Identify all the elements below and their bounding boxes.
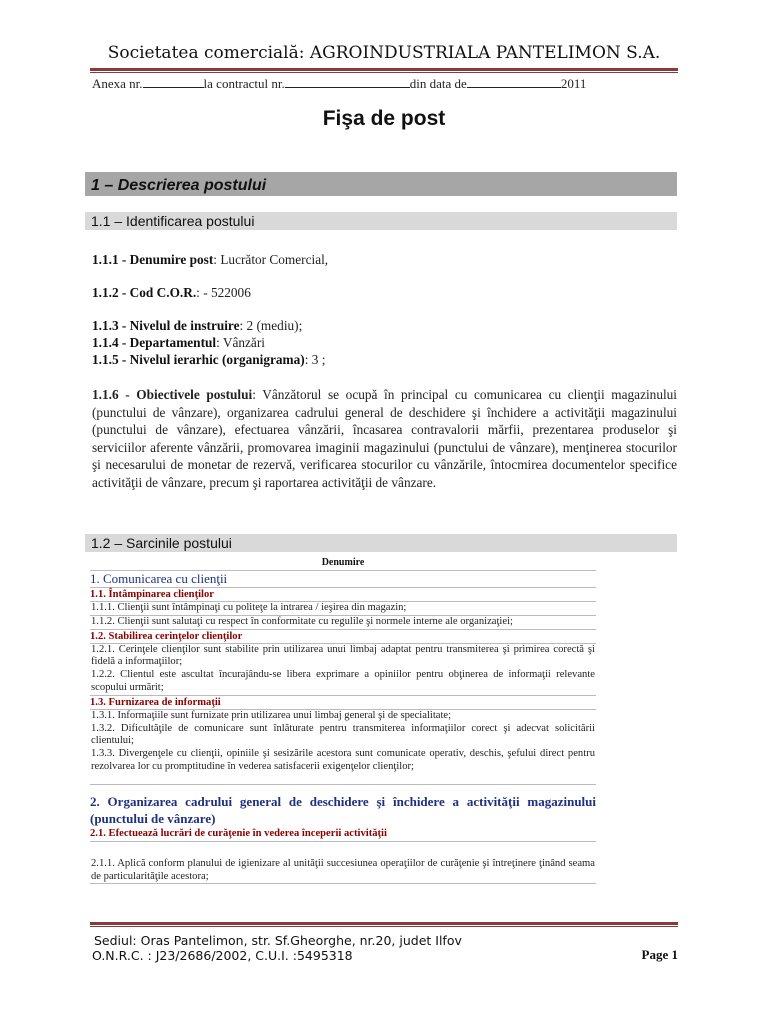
tasks-table [90, 556, 596, 884]
job-objectives: 1.1.6 - Obiectivele postului: Vânzătorul se ocupă în principal cu comunicarea cu clienţii magazinului (punctului de vânzare), organizarea cadrului general de deschidere şi închidere a activităţii magazinului (punctului de vânzare), efectuarea vânzării, încasarea contravalorii mărfii, prezentarea produselor şi serviciilor aferente vânzării, promovarea imaginii magazinului (punctului de vânzare), menţinerea stocurilor şi necesarului de monetar de rezervă, verificarea stocurilor cu vânzările, întocmirea documentelor specifice activităţii de vânzare, precum şi raportarea activităţii de vânzare. [92, 387, 678, 490]
field-education-level: 1.1.3 - Nivelul de instruire: 2 (mediu); [92, 318, 303, 333]
table-header: Denumire [90, 556, 596, 571]
task-item: 2.1.1. Aplică conform planului de igienizare al unităţii succesiunea operaţiilor de curăţenie şi întreţinere ţinând seama de particularităţile acestora; [90, 842, 596, 885]
task-item: 1.2.2. Clientul este ascultat încurajându-se libera exprimare a opiniilor pentru obţinerea de informaţii relevante scopului urmărit; [90, 669, 596, 696]
field-cor-code: 1.1.2 - Cod C.O.R.: - 522006 [92, 285, 251, 300]
task-subgroup-title: 1.1. Întâmpinarea clienţilor [90, 588, 596, 602]
task-group-title: 1. Comunicarea cu clienţii [90, 571, 596, 588]
task-subgroup-title: 1.2. Stabilirea cerinţelor clienţilor [90, 630, 596, 644]
page-number: Page 1 [641, 947, 678, 962]
section-heading-description: 1 – Descrierea postului [85, 172, 677, 196]
field-job-title: 1.1.1 - Denumire post: Lucrător Comercial, [92, 252, 329, 267]
field-department: 1.1.4 - Departamentul: Vânzări [92, 335, 265, 350]
footer-divider-thin [90, 926, 678, 927]
contract-label: la contractul nr. [203, 76, 285, 91]
subsection-heading-tasks: 1.2 – Sarcinile postului [85, 534, 677, 552]
page-title: Fişa de post [322, 107, 446, 130]
footer-divider [90, 922, 678, 925]
field-hierarchy-level: 1.1.5 - Nivelul ierarhic (organigrama): 3 ; [92, 352, 326, 367]
annex-number-blank [143, 75, 204, 88]
header-divider [90, 68, 678, 71]
annex-label: Anexa nr. [92, 76, 143, 91]
task-subgroup-title: 2.1. Efectuează lucrări de curăţenie în vederea începerii activităţii [90, 827, 596, 842]
task-subgroup-title: 1.3. Furnizarea de informaţii [90, 696, 596, 710]
task-item: 1.3.3. Divergenţele cu clienţii, opiniile şi sesizările acestora sunt comunicate operativ, deschis, şefului direct pentru rezolvarea lor cu promptitudine în vederea satisfacerii exigenţelor clienţilor; [90, 748, 596, 785]
contract-number-blank [285, 75, 410, 88]
annex-line [92, 75, 586, 92]
company-name: Societatea comercială: AGROINDUSTRIALA PANTELIMON S.A. [107, 43, 661, 63]
date-blank [467, 75, 561, 88]
task-item: 1.3.2. Dificultăţile de comunicare sunt înlăturate pentru transmiterea informaţiilor corect şi adecvat solicitării clientului; [91, 722, 595, 747]
year: 2011 [560, 76, 587, 91]
date-label: din data de [409, 76, 467, 91]
task-item: 1.1.2. Clienţii sunt salutaţi cu respect în conformitate cu regulile şi normele interne ale organizaţiei; [90, 616, 596, 630]
header-divider-thin [90, 72, 678, 73]
task-item: 1.1.1. Clienţii sunt întâmpinaţi cu politeţe la intrarea / ieşirea din magazin; [90, 602, 596, 616]
task-item: 1.3.1. Informaţiile sunt furnizate prin utilizarea unui limbaj general şi de specialitate; [91, 709, 452, 721]
company-registration: O.N.R.C. : J23/2686/2002, C.U.I. :5495318 [92, 948, 353, 963]
task-group-title: 2. Organizarea cadrului general de deschidere şi închidere a activităţii magazinului (punctului de vânzare) [90, 793, 596, 826]
task-item: 1.2.1. Cerinţele clienţilor sunt stabilite prin utilizarea unui limbaj adaptat pentru transmiterea şi primirea corectă şi fidelă a informaţiilor; [91, 643, 595, 668]
subsection-heading-identification: 1.1 – Identificarea postului [85, 212, 677, 230]
company-address: Sediul: Oras Pantelimon, str. Sf.Gheorghe, nr.20, judet Ilfov [94, 933, 462, 948]
